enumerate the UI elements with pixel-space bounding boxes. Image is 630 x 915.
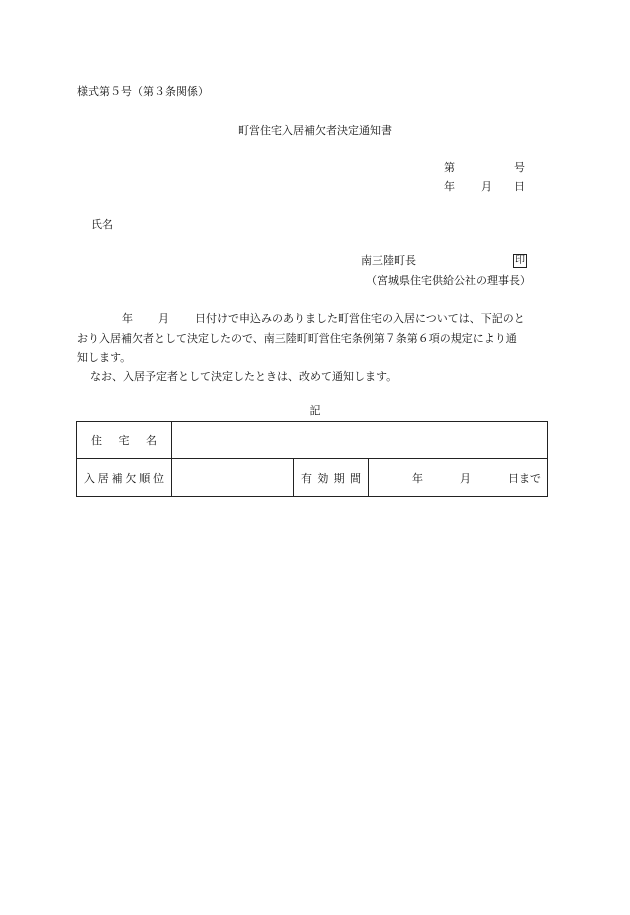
detail-table [76, 421, 548, 497]
seal-mark: 印 [515, 255, 525, 266]
table-row-rank [77, 459, 548, 497]
body-line-1: 日付けで申込みのありました町営住宅の入居については、下記のと [195, 312, 525, 325]
body-line-3: 知します。 [77, 351, 132, 364]
rank-value [172, 459, 294, 497]
label-char: 宅 [118, 434, 130, 447]
document-title: 町営住宅入居補欠者決定通知書 [238, 124, 392, 137]
label-char: 順 [139, 471, 151, 485]
body-paragraph-2: なお、入居予定者として決定したときは、改めて通知します。 [90, 370, 398, 383]
ki-heading: 記 [309, 404, 321, 417]
house-name-label [77, 422, 172, 459]
label-char: 位 [152, 471, 164, 485]
label-char: 有 [301, 471, 312, 485]
body-month-label: 月 [158, 312, 169, 325]
table-row-house-name [77, 422, 548, 459]
doc-number-prefix: 第 [444, 161, 455, 174]
house-name-value [172, 422, 548, 459]
validity-label [294, 459, 369, 497]
label-char: 名 [146, 434, 157, 447]
label-char: 住 [91, 434, 102, 447]
form-number: 様式第５号（第３条関係） [77, 85, 209, 98]
label-char: 欠 [125, 471, 137, 485]
date-day-label: 日 [514, 180, 525, 193]
validity-day-until-label: 日まで [508, 471, 541, 485]
recipient-name-label: 氏名 [91, 218, 113, 231]
label-char: 入 [84, 471, 95, 485]
body-line-2: おり入居補欠者として決定したので、南三陸町町営住宅条例第７条第６項の規定により通 [77, 332, 517, 345]
rank-label [77, 459, 172, 497]
date-year-label: 年 [444, 180, 455, 193]
label-char: 補 [111, 471, 123, 485]
validity-month-label: 月 [460, 471, 471, 485]
date-month-label: 月 [481, 180, 492, 193]
validity-year-label: 年 [412, 471, 423, 485]
label-char: 居 [97, 471, 109, 485]
sender-name: 南三陸町長 [361, 254, 416, 267]
validity-value [369, 459, 548, 497]
label-char: 期 [333, 471, 345, 485]
label-char: 間 [349, 471, 361, 485]
body-year-label: 年 [122, 312, 133, 325]
sender-alternate: （宮城県住宅供給公社の理事長） [366, 274, 531, 287]
label-char: 効 [317, 471, 329, 485]
doc-number-suffix: 号 [514, 161, 525, 174]
